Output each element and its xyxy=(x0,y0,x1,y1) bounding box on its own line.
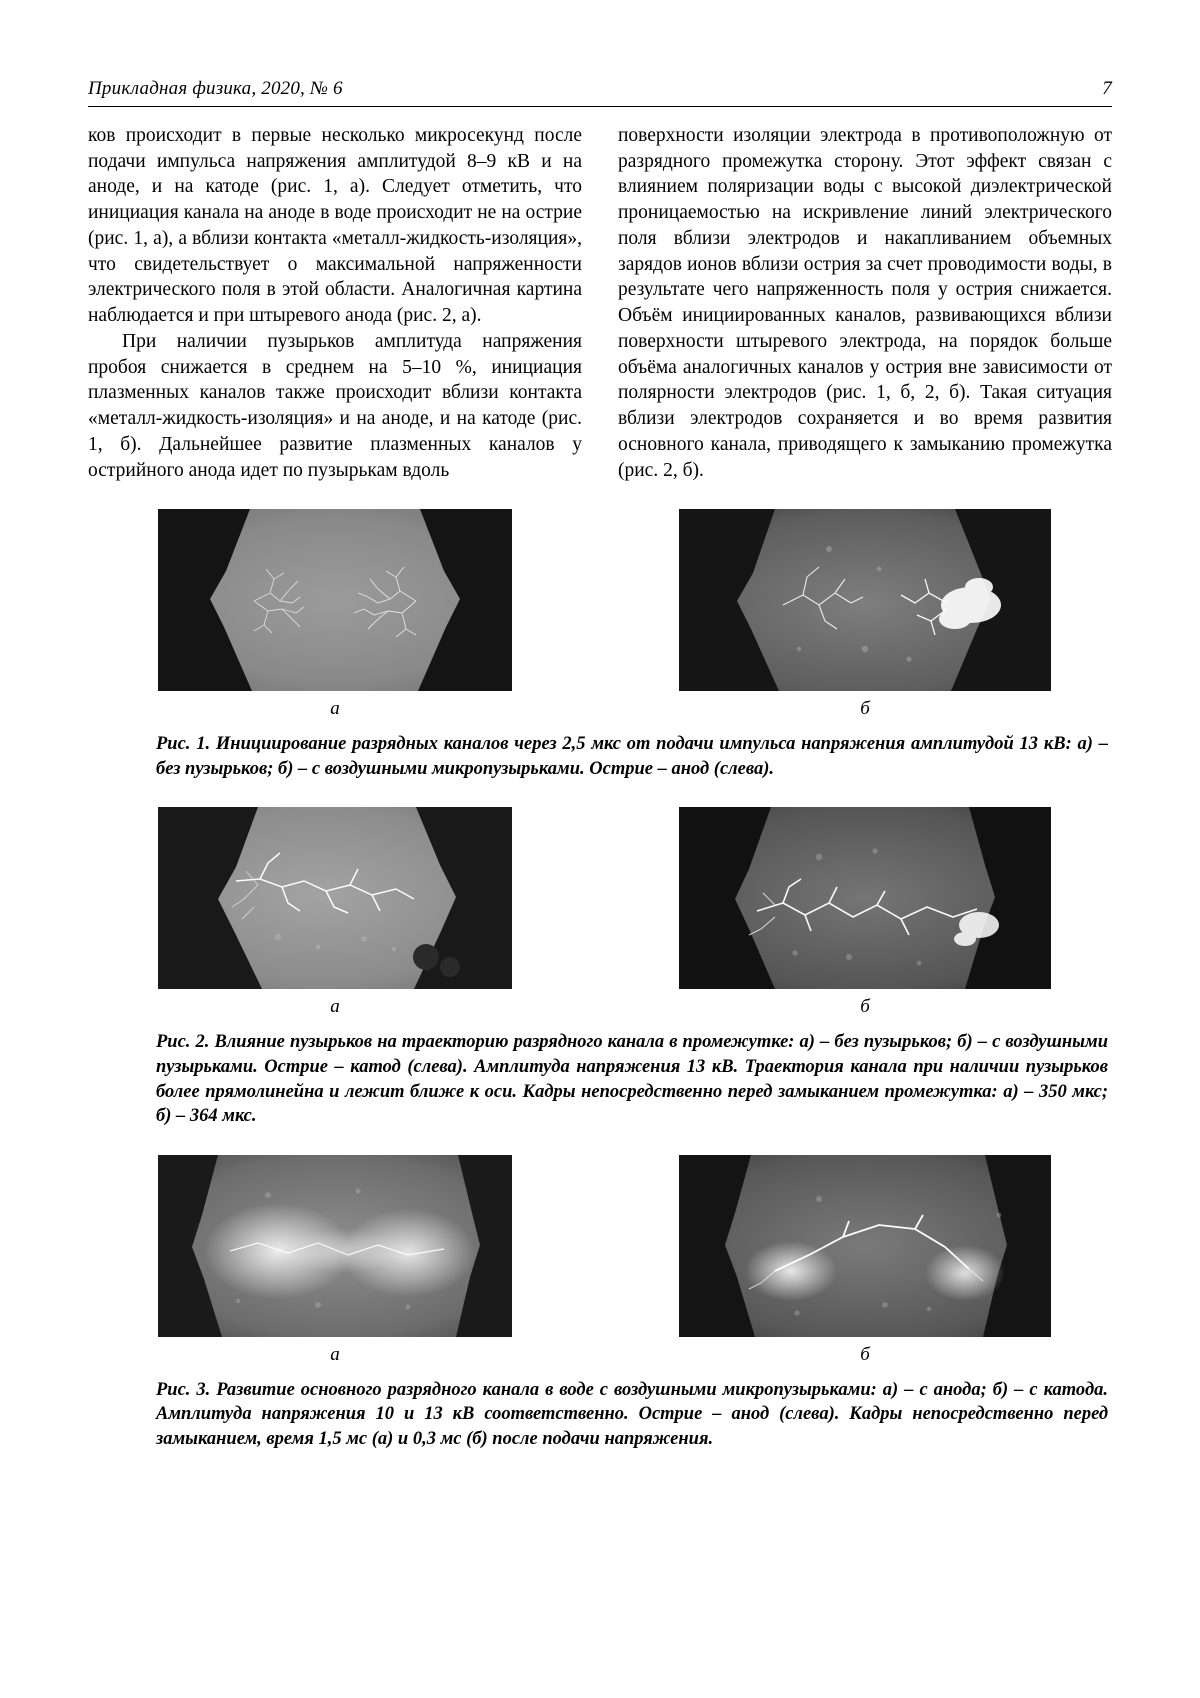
body-columns xyxy=(88,123,1112,483)
figure-2-panel-a xyxy=(88,807,582,1018)
figure-1-row xyxy=(88,509,1112,720)
panel-label: б xyxy=(860,1343,870,1365)
discharge-photo xyxy=(158,509,512,691)
figure-2 xyxy=(88,807,1112,1128)
figure-3-panel-b xyxy=(618,1155,1112,1366)
discharge-photo xyxy=(158,807,512,989)
paragraph: поверхности изоляции электрода в противоположную от разрядного промежутка сторону. Этот эффект связан с влиянием поляризации воды с высокой диэлектрической проницаемостью на искривление линий электрического поля вблизи электродов и накапливанием объемных зарядов ионов вблизи острия за счет проводимости воды, в результате чего напряженность поля у острия снижается. Объём инициированных каналов, развивающихся вблизи поверхности штыревого электрода, на порядок больше объёма аналогичных каналов у острия вне зависимости от полярности электродов (рис. 1, б, 2, б). Такая ситуация вблизи электродов сохраняется и во время развития основного канала, приводящего к замыканию промежутка (рис. 2, б). xyxy=(618,125,1112,481)
left-column xyxy=(88,123,582,483)
figure-caption: Рис. 2. Влияние пузырьков на траекторию разрядного канала в промежутке: а) – без пузырьков; б) – с воздушными пузырьками. Остриe – катод (слева). Амплитуда напряжения 13 кВ. Траектория канала при наличии пузырьков более прямолинейна и лежит ближе к оси. Кадры непосредственно перед замыканием промежутка: а) – 350 мкс; б) – 364 мкс. xyxy=(156,1032,1108,1127)
paragraph: При наличии пузырьков амплитуда напряжения пробоя снижается в среднем на 5–10 %, инициация плазменных каналов также происходит вблизи контакта «металл-жидкость-изоляция» и на аноде, и на катоде (рис. 1, б). Дальнейшее развитие плазменных каналов у острийного анода идет по пузырькам вдоль xyxy=(88,330,582,481)
running-head xyxy=(88,78,1112,106)
figure-3 xyxy=(88,1155,1112,1452)
paragraph: ков происходит в первые несколько микросекунд после подачи импульса напряжения амплитудой 8–9 кВ и на аноде, и на катоде (рис. 1, а). Следует отметить, что инициация канала на аноде в воде происходит не на острие (рис. 1, а), а вблизи контакта «металл-жидкость-изоляция», что свидетельствует о максимальной напряженности электрического поля в этой области. Аналогичная картина наблюдается и при штыревого анода (рис. 2, а). xyxy=(88,125,582,327)
right-column xyxy=(618,123,1112,483)
panel-label: а xyxy=(330,698,340,720)
page-content xyxy=(88,78,1112,1452)
header-divider xyxy=(88,106,1112,107)
figure-1-caption-wrap xyxy=(88,732,1112,781)
discharge-photo xyxy=(679,509,1051,691)
figure-caption: Рис. 1. Инициирование разрядных каналов через 2,5 мкс от подачи импульса напряжения амплитудой 13 кВ: а) – без пузырьков; б) – с воздушными микропузырьками. Остриe – анод (слева). xyxy=(156,734,1108,779)
figure-1 xyxy=(88,509,1112,781)
panel-label: а xyxy=(330,1343,340,1365)
figure-2-caption-wrap xyxy=(88,1030,1112,1128)
figure-2-panel-b xyxy=(618,807,1112,1018)
figure-3-panel-a xyxy=(88,1155,582,1366)
figure-1-panel-b xyxy=(618,509,1112,720)
figure-caption: Рис. 3. Развитие основного разрядного канала в воде с воздушными микропузырьками: а) – с анода; б) – с катода. Амплитуда напряжения 10 и 13 кВ соответственно. Остриe – анод (слева). Кадры непосредственно перед замыканием, время 1,5 мс (а) и 0,3 мс (б) после подачи напряжения. xyxy=(156,1379,1108,1450)
figure-1-panel-a xyxy=(88,509,582,720)
panel-label: а xyxy=(330,996,340,1018)
journal-title: Прикладная физика, 2020, № 6 xyxy=(88,78,343,99)
discharge-photo xyxy=(679,807,1051,989)
page-number: 7 xyxy=(1102,78,1112,99)
figure-2-row xyxy=(88,807,1112,1018)
panel-label: б xyxy=(860,996,870,1018)
discharge-photo xyxy=(679,1155,1051,1337)
discharge-photo xyxy=(158,1155,512,1337)
panel-label: б xyxy=(860,698,870,720)
figure-3-row xyxy=(88,1155,1112,1366)
figure-3-caption-wrap xyxy=(88,1378,1112,1452)
